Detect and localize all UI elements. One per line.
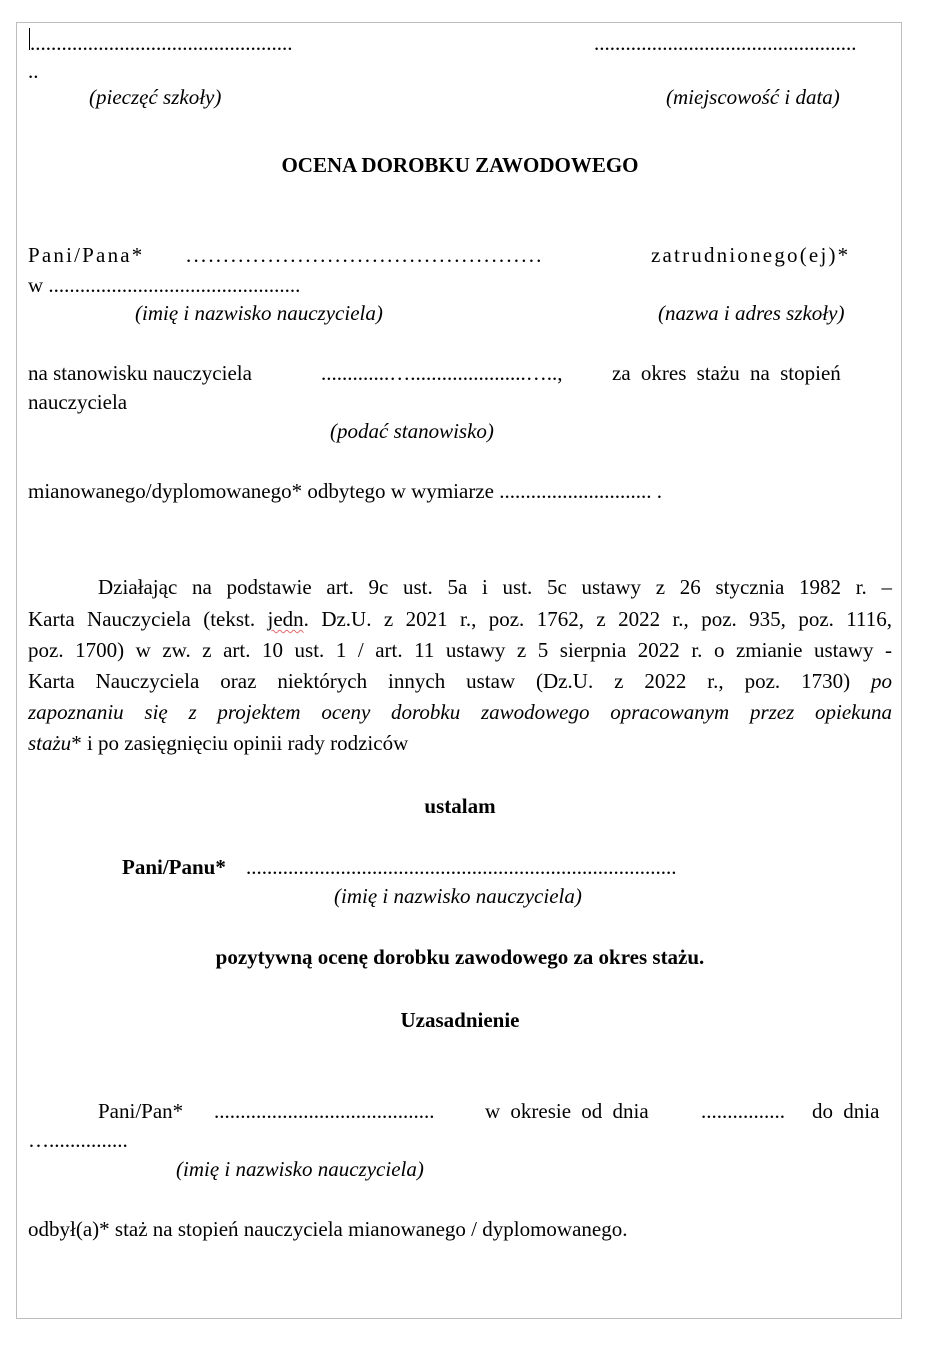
place-date-label: (miejscowość i data) — [666, 85, 840, 109]
document-title: OCENA DOROBKU ZAWODOWEGO — [281, 153, 639, 177]
decision-to-dots: .................................................................................. — [246, 855, 677, 879]
school-dots-line: w ................................................ — [28, 273, 301, 297]
teacher-prefix: Pani/Pana* — [28, 243, 145, 267]
justification-from-text: w okresie od dnia — [485, 1099, 649, 1123]
decision-to-prefix: Pani/Panu* — [122, 855, 226, 879]
degree-line: mianowanego/dyplomowanego* odbytego w wymiarze ............................. . — [28, 479, 662, 503]
school-label: (nazwa i adres szkoły) — [658, 301, 845, 325]
legal-line-4-italic: po — [871, 669, 892, 693]
decision-result: pozytywną ocenę dorobku zawodowego za okres stażu. — [215, 945, 705, 969]
justification-prefix: Pani/Pan* — [98, 1099, 184, 1123]
legal-line-6-end: * i po zasięgnięciu opinii rady rodziców — [71, 731, 409, 755]
legal-line-2 — [28, 606, 892, 632]
justification-to-text: do dnia — [812, 1099, 880, 1123]
justification-tail: …............... — [28, 1128, 128, 1152]
justification-dots-1: .......................................... — [214, 1099, 435, 1123]
spellcheck-word[interactable]: jedn — [267, 607, 304, 631]
justification-dots-2: ................ — [701, 1099, 785, 1123]
position-text: na stanowisku nauczyciela — [28, 361, 252, 385]
stamp-dots: .................................................. — [30, 31, 293, 55]
legal-line-4 — [28, 668, 892, 694]
teacher-name-label: (imię i nazwisko nauczyciela) — [135, 301, 383, 325]
position-label: (podać stanowisko) — [330, 419, 494, 443]
place-date-dots: .................................................. — [594, 31, 857, 55]
employed-text: zatrudnionego(ej)* — [651, 243, 851, 267]
legal-line-3: poz. 1700) w zw. z art. 10 ust. 1 / art. 11 ustawy z 5 sierpnia 2022 r. o zmianie ustawy - — [28, 638, 892, 662]
document-body[interactable] — [28, 0, 892, 1352]
position-continuation: nauczyciela — [28, 390, 128, 414]
justification-heading: Uzasadnienie — [400, 1008, 520, 1032]
legal-line-5: zapoznaniu się z projektem oceny dorobku zawodowego opracowanym przez opiekuna — [28, 700, 892, 724]
decision-heading: ustalam — [424, 794, 496, 818]
stamp-dots-tail: .. — [28, 59, 39, 83]
decision-name-label: (imię i nazwisko nauczyciela) — [334, 884, 582, 908]
legal-line-4-start: Karta Nauczyciela oraz niektórych innych ustaw (Dz.U. z 2022 r., poz. 1730) — [28, 669, 851, 693]
legal-line-6-italic: stażu — [28, 731, 72, 755]
teacher-dots: ................................................ — [186, 243, 544, 267]
legal-line-1: Działając na podstawie art. 9c ust. 5a i ust. 5c ustawy z 26 stycznia 1982 r. – — [98, 575, 892, 599]
justification-name-label: (imię i nazwisko nauczyciela) — [176, 1157, 424, 1181]
stamp-label: (pieczęć szkoły) — [89, 85, 222, 109]
legal-line-2-start: Karta Nauczyciela (tekst. — [28, 607, 256, 631]
period-text: za okres stażu na stopień — [612, 361, 841, 385]
legal-line-6 — [28, 730, 408, 756]
justification-completed: odbył(a)* staż na stopień nauczyciela mianowanego / dyplomowanego. — [28, 1217, 628, 1241]
legal-line-2-end: . Dz.U. z 2021 r., poz. 1762, z 2022 r., poz. 935, poz. 1116, — [303, 607, 892, 631]
position-dots: .............…......................….., — [321, 361, 563, 385]
